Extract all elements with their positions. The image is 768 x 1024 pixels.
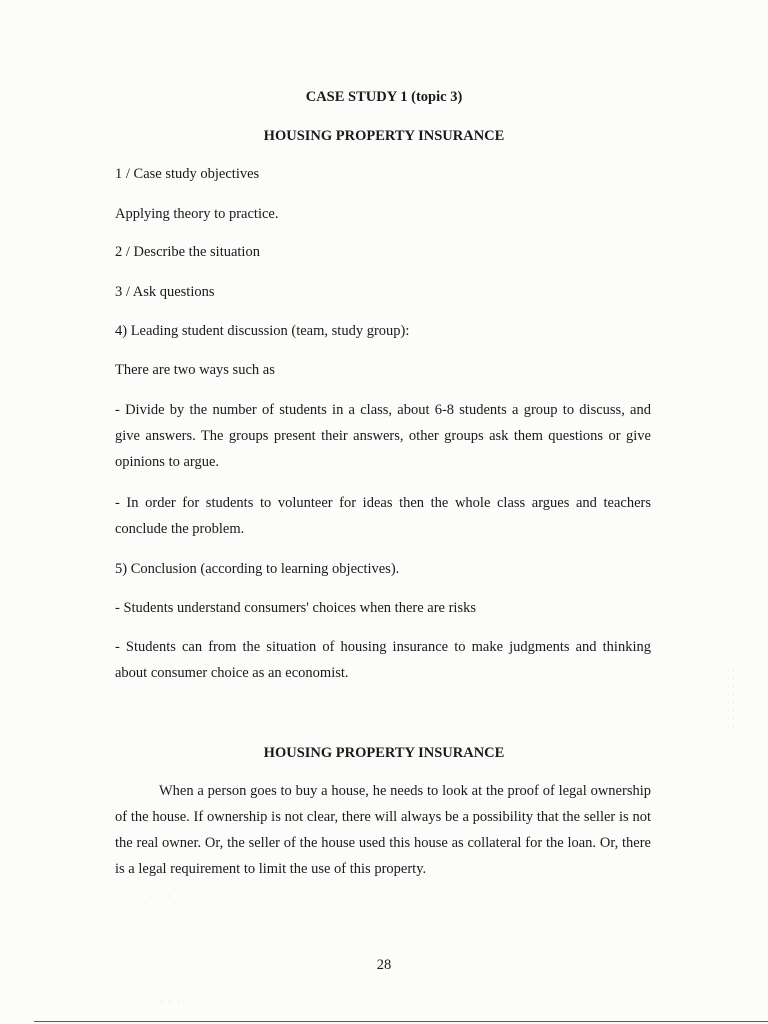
objectives-heading: 1 / Case study objectives — [115, 166, 260, 182]
bottom-edge-line — [34, 1021, 768, 1022]
body-paragraph: When a person goes to buy a house, he needs to look at the proof of legal ownership of the house. If ownership is not clear, there will always be a possibility that the seller is not the real owner. Or, the seller of the house used this house as collateral for the loan. Or, there is a legal requirement to limit the use of this property. — [115, 783, 651, 877]
conclusion-point-two: - Students can from the situation of housing insurance to make judgments and thinking about consumer choice as an economist. — [115, 639, 651, 681]
scan-speck: · · · · — [150, 892, 181, 901]
page-number: 28 — [376, 957, 392, 973]
case-study-title: CASE STUDY 1 (topic 3) — [305, 89, 463, 105]
discussion-way-one: - Divide by the number of students in a class, about 6-8 students a group to discuss, and give answers. The groups present their answers, other groups ask them questions or give opinions to argue. — [115, 402, 651, 470]
discussion-intro: There are two ways such as — [115, 362, 275, 378]
describe-heading: 2 / Describe the situation — [115, 244, 260, 260]
discussion-heading: 4) Leading student discussion (team, study group): — [115, 323, 410, 339]
scan-speck: · · · — [160, 44, 182, 53]
conclusion-heading: 5) Conclusion (according to learning objectives). — [115, 561, 400, 577]
ask-heading: 3 / Ask questions — [115, 284, 215, 300]
objectives-text: Applying theory to practice. — [115, 206, 279, 222]
document-title: HOUSING PROPERTY INSURANCE — [263, 128, 505, 144]
body-title: HOUSING PROPERTY INSURANCE — [263, 745, 505, 761]
scan-speck: · · · · · · · · — [732, 667, 735, 732]
scan-speck: · · · — [160, 998, 182, 1007]
discussion-way-two: - In order for students to volunteer for ideas then the whole class argues and teachers conclude the problem. — [115, 495, 651, 537]
conclusion-point-one: - Students understand consumers' choices when there are risks — [115, 600, 476, 616]
